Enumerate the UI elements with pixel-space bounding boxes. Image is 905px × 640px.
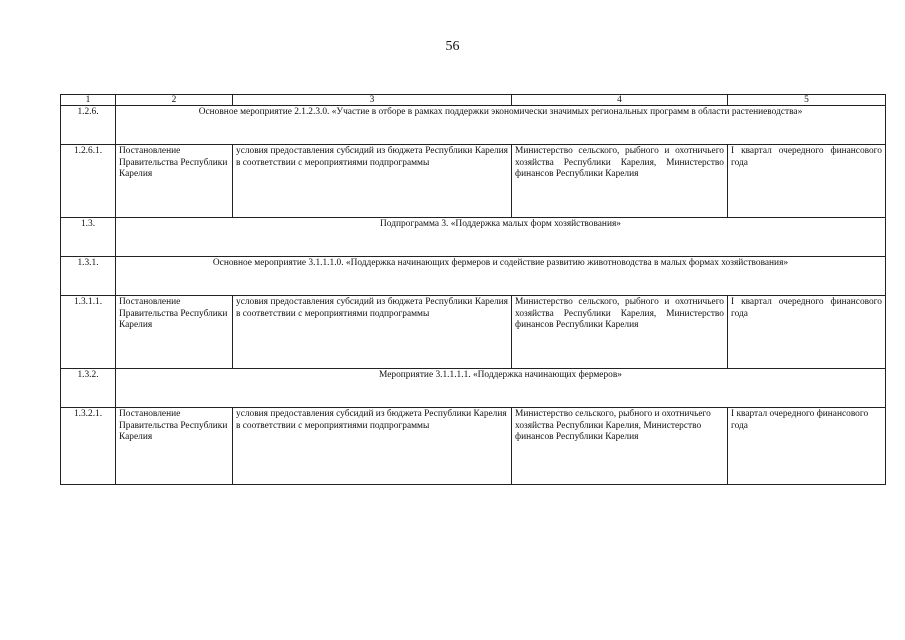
deadline-cell: I квартал очередного финансового года (728, 145, 886, 218)
section-row (61, 257, 886, 296)
row-number: 1.2.6. (61, 106, 116, 145)
conditions-cell: условия предоставления субсидий из бюджета Республики Карелия в соответствии с мероприятиями подпрограммы (233, 296, 512, 369)
row-number: 1.3. (61, 218, 116, 257)
section-title: Подпрограмма 3. «Поддержка малых форм хозяйствования» (116, 218, 886, 257)
responsible-cell: Министерство сельского, рыбного и охотничьего хозяйства Республики Карелия, Министерство финансов Республики Карелия (512, 408, 728, 485)
section-title: Основное мероприятие 2.1.2.3.0. «Участие в отборе в рамках поддержки экономически значимых региональных программ в области растениеводства» (116, 106, 886, 145)
section-title: Основное мероприятие 3.1.1.1.0. «Поддержка начинающих фермеров и содействие развитию животноводства в малых формах хозяйствования» (116, 257, 886, 296)
section-row (61, 369, 886, 408)
table-row (61, 408, 886, 485)
section-title: Мероприятие 3.1.1.1.1. «Поддержка начинающих фермеров» (116, 369, 886, 408)
column-number-3: 3 (233, 95, 512, 106)
row-number: 1.3.1. (61, 257, 116, 296)
measures-table (60, 94, 886, 485)
responsible-cell: Министерство сельского, рыбного и охотничьего хозяйства Республики Карелия, Министерство финансов Республики Карелия (512, 145, 728, 218)
row-number: 1.3.2. (61, 369, 116, 408)
column-number-1: 1 (61, 95, 116, 106)
conditions-cell: условия предоставления субсидий из бюджета Республики Карелия в соответствии с мероприятиями подпрограммы (233, 145, 512, 218)
section-row (61, 106, 886, 145)
table-row (61, 296, 886, 369)
row-number: 1.3.1.1. (61, 296, 116, 369)
column-number-5: 5 (728, 95, 886, 106)
table-header-row (61, 95, 886, 106)
page-number: 56 (445, 39, 460, 54)
document-cell: Постановление Правительства Республики Карелия (116, 408, 233, 485)
row-number: 1.2.6.1. (61, 145, 116, 218)
table-row (61, 145, 886, 218)
deadline-cell: I квартал очередного финансового года (728, 296, 886, 369)
section-row (61, 218, 886, 257)
row-number: 1.3.2.1. (61, 408, 116, 485)
responsible-cell: Министерство сельского, рыбного и охотничьего хозяйства Республики Карелия, Министерство финансов Республики Карелия (512, 296, 728, 369)
column-number-4: 4 (512, 95, 728, 106)
deadline-cell: I квартал очередного финансового года (728, 408, 886, 485)
document-cell: Постановление Правительства Республики Карелия (116, 145, 233, 218)
document-cell: Постановление Правительства Республики Карелия (116, 296, 233, 369)
conditions-cell: условия предоставления субсидий из бюджета Республики Карелия в соответствии с мероприятиями подпрограммы (233, 408, 512, 485)
column-number-2: 2 (116, 95, 233, 106)
